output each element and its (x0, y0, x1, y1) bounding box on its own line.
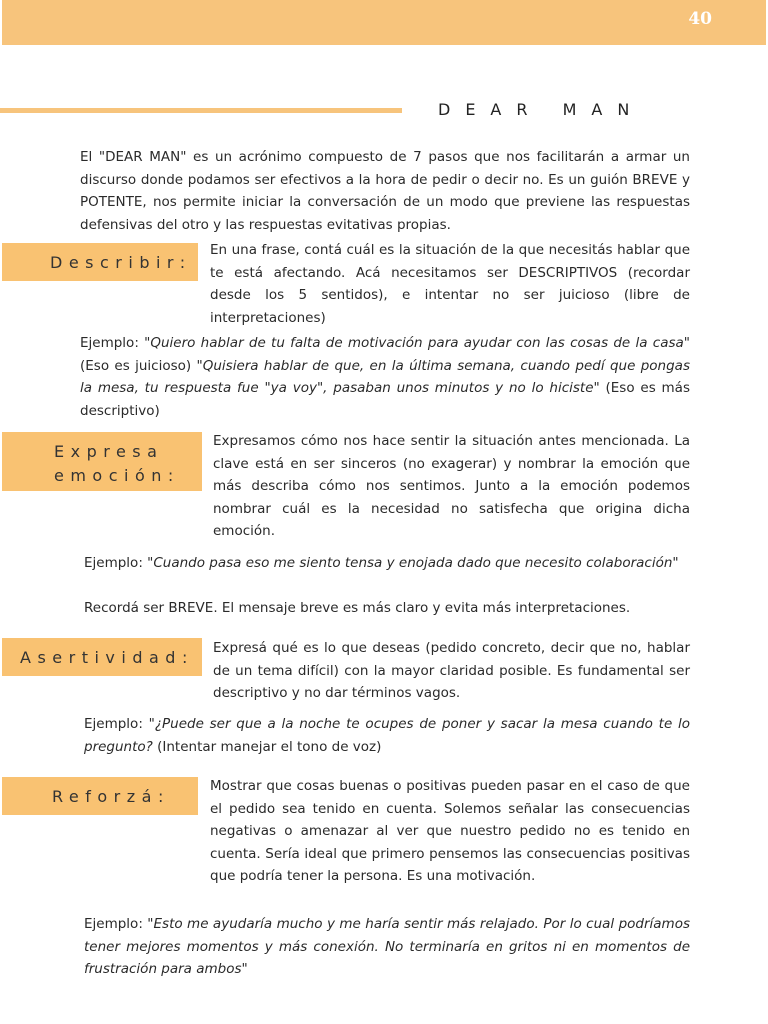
example-note: (Intentar manejar el tono de voz) (152, 738, 382, 755)
section-label: Reforzá: (52, 787, 170, 806)
header-bar (2, 0, 766, 45)
example-label: Ejemplo: (80, 335, 145, 351)
section-text-describir: En una frase, contá cuál es la situación de la que necesitás hablar que te está afectando. Acá necesitamos ser DESCRIPTIVOS (recordar desde los 5 sentidos), e intentar no ser juicioso (libre de interpretaciones) (210, 242, 690, 326)
example-note-2: (Eso es más descriptivo) (80, 380, 690, 419)
section-label: Describir: (50, 253, 192, 272)
example-label: Ejemplo: (84, 716, 149, 732)
section-badge-reforza (2, 777, 198, 815)
section-label-line1: Expresa (54, 442, 164, 461)
section-label: Asertividad: (20, 648, 194, 667)
section-example-describir (80, 332, 690, 422)
example-note: (Eso es juicioso) (80, 357, 197, 374)
example-quote: "Cuando pasa eso me siento tensa y enojada dado que necesito colaboración" (147, 555, 679, 571)
section-example-expresa (84, 552, 690, 575)
section-label-line2: emoción: (54, 466, 180, 485)
section-badge-asertividad (2, 638, 202, 676)
section-text-reforza: Mostrar que cosas buenas o positivas pueden pasar en el caso de que el pedido sea tenido en cuenta. Solemos señalar las consecuencias negativas o amenazar al ver que nuestro pedido no es tenido en cuenta. Sería ideal que primero pensemos las consecuencias positivas que podría tener la persona. Es una motivación. (210, 778, 690, 884)
section-extra-expresa: Recordá ser BREVE. El mensaje breve es más claro y evita más interpretaciones. (84, 600, 631, 616)
intro-paragraph: El "DEAR MAN" es un acrónimo compuesto de 7 pasos que nos facilitarán a armar un discurso donde podamos ser efectivos a la hora de pedir o decir no. Es un guión BREVE y POTENTE, nos permite iniciar la conversación de un modo que previene las respuestas defensivas del otro y las respuestas evitativas propias. (80, 149, 690, 233)
page-number: 40 (688, 9, 712, 29)
example-quote: "¿Puede ser que a la noche te ocupes de poner y sacar la mesa cuando te lo pregunto? (84, 716, 691, 755)
example-label: Ejemplo: (84, 916, 148, 932)
section-example-reforza (84, 913, 690, 981)
section-example-asertividad (84, 713, 690, 758)
page-title: DEAR MAN (438, 100, 645, 119)
example-quote: "Esto me ayudaría mucho y me haría sentir más relajado. Por lo cual podríamos tener mejores momentos y más conexión. No terminaría en gritos ni en momentos de frustración para ambos" (84, 916, 690, 977)
example-quote-2: "Quisiera hablar de que, en la última semana, cuando pedí que pongas la mesa, tu respuesta fue "ya voy", pasaban unos minutos y no lo hiciste" (80, 357, 690, 396)
title-rule (0, 108, 402, 113)
section-text-asertividad: Expresá qué es lo que deseas (pedido concreto, decir que no, hablar de un tema difícil) con la mayor claridad posible. Es fundamental ser descriptivo y no dar términos vagos. (213, 640, 690, 701)
example-label: Ejemplo: (84, 555, 148, 571)
section-text-expresa: Expresamos cómo nos hace sentir la situación antes mencionada. La clave está en ser sinceros (no exagerar) y nombrar la emoción que más describa cómo nos sentimos. Junto a la emoción podemos nombrar cuál es la necesidad no satisfecha que origina dicha emoción. (213, 433, 690, 539)
example-quote: "Quiero hablar de tu falta de motivación para ayudar con las cosas de la casa" (144, 335, 691, 351)
section-badge-expresa (2, 432, 202, 491)
section-badge-describir (2, 243, 198, 281)
